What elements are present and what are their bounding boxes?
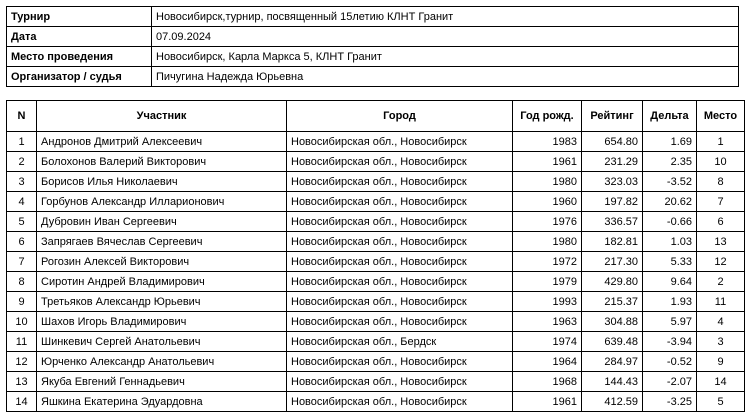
- info-value: Пичугина Надежда Юрьевна: [152, 67, 739, 87]
- cell-city: Новосибирская обл., Новосибирск: [287, 312, 513, 332]
- cell-participant: Андронов Дмитрий Алексеевич: [37, 132, 287, 152]
- results-table: [6, 100, 745, 412]
- cell-birth-year: 1968: [513, 372, 582, 392]
- cell-place: 1: [697, 132, 745, 152]
- cell-rating: 231.29: [582, 152, 643, 172]
- cell-delta: -3.94: [643, 332, 697, 352]
- column-header-birth-year: Год рожд.: [513, 101, 582, 132]
- cell-participant: Запрягаев Вячеслав Сергеевич: [37, 232, 287, 252]
- cell-delta: -2.07: [643, 372, 697, 392]
- column-header-delta: Дельта: [643, 101, 697, 132]
- cell-city: Новосибирская обл., Новосибирск: [287, 272, 513, 292]
- cell-number: 3: [7, 172, 37, 192]
- table-row: [7, 192, 745, 212]
- table-row: [7, 232, 745, 252]
- cell-city: Новосибирская обл., Новосибирск: [287, 372, 513, 392]
- cell-participant: Шахов Игорь Владимирович: [37, 312, 287, 332]
- table-row: [7, 172, 745, 192]
- cell-birth-year: 1974: [513, 332, 582, 352]
- cell-delta: 20.62: [643, 192, 697, 212]
- cell-city: Новосибирская обл., Новосибирск: [287, 212, 513, 232]
- cell-city: Новосибирская обл., Новосибирск: [287, 232, 513, 252]
- cell-delta: 1.69: [643, 132, 697, 152]
- cell-delta: 5.33: [643, 252, 697, 272]
- cell-participant: Сиротин Андрей Владимирович: [37, 272, 287, 292]
- info-row: [7, 7, 739, 27]
- cell-delta: 1.03: [643, 232, 697, 252]
- table-row: [7, 132, 745, 152]
- cell-place: 4: [697, 312, 745, 332]
- cell-participant: Яшкина Екатерина Эдуардовна: [37, 392, 287, 412]
- cell-participant: Рогозин Алексей Викторович: [37, 252, 287, 272]
- results-body: [7, 132, 745, 412]
- table-row: [7, 292, 745, 312]
- cell-city: Новосибирская обл., Новосибирск: [287, 132, 513, 152]
- cell-rating: 215.37: [582, 292, 643, 312]
- info-label: Дата: [7, 27, 152, 47]
- column-header-number: N: [7, 101, 37, 132]
- cell-delta: 2.35: [643, 152, 697, 172]
- info-value: Новосибирск,турнир, посвященный 15летию КЛНТ Гранит: [152, 7, 739, 27]
- column-header-participant: Участник: [37, 101, 287, 132]
- cell-birth-year: 1964: [513, 352, 582, 372]
- table-row: [7, 252, 745, 272]
- cell-rating: 429.80: [582, 272, 643, 292]
- cell-place: 12: [697, 252, 745, 272]
- column-header-rating: Рейтинг: [582, 101, 643, 132]
- cell-city: Новосибирская обл., Бердск: [287, 332, 513, 352]
- table-row: [7, 212, 745, 232]
- info-label: Место проведения: [7, 47, 152, 67]
- cell-participant: Якуба Евгений Геннадьевич: [37, 372, 287, 392]
- cell-rating: 654.80: [582, 132, 643, 152]
- info-row: [7, 27, 739, 47]
- cell-place: 5: [697, 392, 745, 412]
- cell-place: 13: [697, 232, 745, 252]
- cell-place: 11: [697, 292, 745, 312]
- cell-birth-year: 1993: [513, 292, 582, 312]
- cell-birth-year: 1961: [513, 152, 582, 172]
- cell-city: Новосибирская обл., Новосибирск: [287, 392, 513, 412]
- cell-number: 4: [7, 192, 37, 212]
- cell-birth-year: 1979: [513, 272, 582, 292]
- cell-participant: Юрченко Александр Анатольевич: [37, 352, 287, 372]
- cell-rating: 182.81: [582, 232, 643, 252]
- cell-rating: 323.03: [582, 172, 643, 192]
- cell-participant: Шинкевич Сергей Анатольевич: [37, 332, 287, 352]
- cell-number: 13: [7, 372, 37, 392]
- cell-rating: 144.43: [582, 372, 643, 392]
- cell-number: 12: [7, 352, 37, 372]
- cell-birth-year: 1972: [513, 252, 582, 272]
- cell-city: Новосибирская обл., Новосибирск: [287, 292, 513, 312]
- cell-number: 5: [7, 212, 37, 232]
- cell-place: 8: [697, 172, 745, 192]
- cell-birth-year: 1980: [513, 172, 582, 192]
- cell-rating: 412.59: [582, 392, 643, 412]
- cell-place: 2: [697, 272, 745, 292]
- cell-birth-year: 1983: [513, 132, 582, 152]
- cell-delta: -3.25: [643, 392, 697, 412]
- cell-birth-year: 1963: [513, 312, 582, 332]
- table-row: [7, 272, 745, 292]
- cell-place: 6: [697, 212, 745, 232]
- tournament-info-body: [7, 7, 739, 87]
- cell-delta: -0.66: [643, 212, 697, 232]
- cell-place: 7: [697, 192, 745, 212]
- cell-rating: 197.82: [582, 192, 643, 212]
- tournament-info-table: [6, 6, 739, 87]
- cell-city: Новосибирская обл., Новосибирск: [287, 192, 513, 212]
- cell-number: 1: [7, 132, 37, 152]
- cell-delta: 1.93: [643, 292, 697, 312]
- cell-rating: 304.88: [582, 312, 643, 332]
- column-header-place: Место: [697, 101, 745, 132]
- cell-birth-year: 1960: [513, 192, 582, 212]
- cell-city: Новосибирская обл., Новосибирск: [287, 152, 513, 172]
- cell-participant: Третьяков Александр Юрьевич: [37, 292, 287, 312]
- cell-city: Новосибирская обл., Новосибирск: [287, 352, 513, 372]
- cell-number: 6: [7, 232, 37, 252]
- table-row: [7, 332, 745, 352]
- info-label: Организатор / судья: [7, 67, 152, 87]
- cell-number: 2: [7, 152, 37, 172]
- cell-delta: 9.64: [643, 272, 697, 292]
- table-row: [7, 152, 745, 172]
- cell-birth-year: 1976: [513, 212, 582, 232]
- cell-rating: 336.57: [582, 212, 643, 232]
- cell-delta: 5.97: [643, 312, 697, 332]
- cell-birth-year: 1961: [513, 392, 582, 412]
- cell-rating: 639.48: [582, 332, 643, 352]
- cell-number: 14: [7, 392, 37, 412]
- info-row: [7, 47, 739, 67]
- cell-city: Новосибирская обл., Новосибирск: [287, 172, 513, 192]
- cell-participant: Горбунов Александр Илларионович: [37, 192, 287, 212]
- table-row: [7, 312, 745, 332]
- cell-number: 8: [7, 272, 37, 292]
- cell-participant: Болохонов Валерий Викторович: [37, 152, 287, 172]
- cell-number: 9: [7, 292, 37, 312]
- cell-number: 10: [7, 312, 37, 332]
- cell-rating: 217.30: [582, 252, 643, 272]
- cell-birth-year: 1980: [513, 232, 582, 252]
- info-value: Новосибирск, Карла Маркса 5, КЛНТ Гранит: [152, 47, 739, 67]
- cell-delta: -3.52: [643, 172, 697, 192]
- cell-participant: Борисов Илья Николаевич: [37, 172, 287, 192]
- info-label: Турнир: [7, 7, 152, 27]
- cell-delta: -0.52: [643, 352, 697, 372]
- column-header-city: Город: [287, 101, 513, 132]
- cell-number: 11: [7, 332, 37, 352]
- cell-city: Новосибирская обл., Новосибирск: [287, 252, 513, 272]
- cell-place: 14: [697, 372, 745, 392]
- table-row: [7, 372, 745, 392]
- info-value: 07.09.2024: [152, 27, 739, 47]
- cell-rating: 284.97: [582, 352, 643, 372]
- cell-participant: Дубровин Иван Сергеевич: [37, 212, 287, 232]
- cell-place: 3: [697, 332, 745, 352]
- cell-place: 9: [697, 352, 745, 372]
- results-header-row: [7, 101, 745, 132]
- cell-number: 7: [7, 252, 37, 272]
- table-row: [7, 392, 745, 412]
- cell-place: 10: [697, 152, 745, 172]
- table-row: [7, 352, 745, 372]
- info-row: [7, 67, 739, 87]
